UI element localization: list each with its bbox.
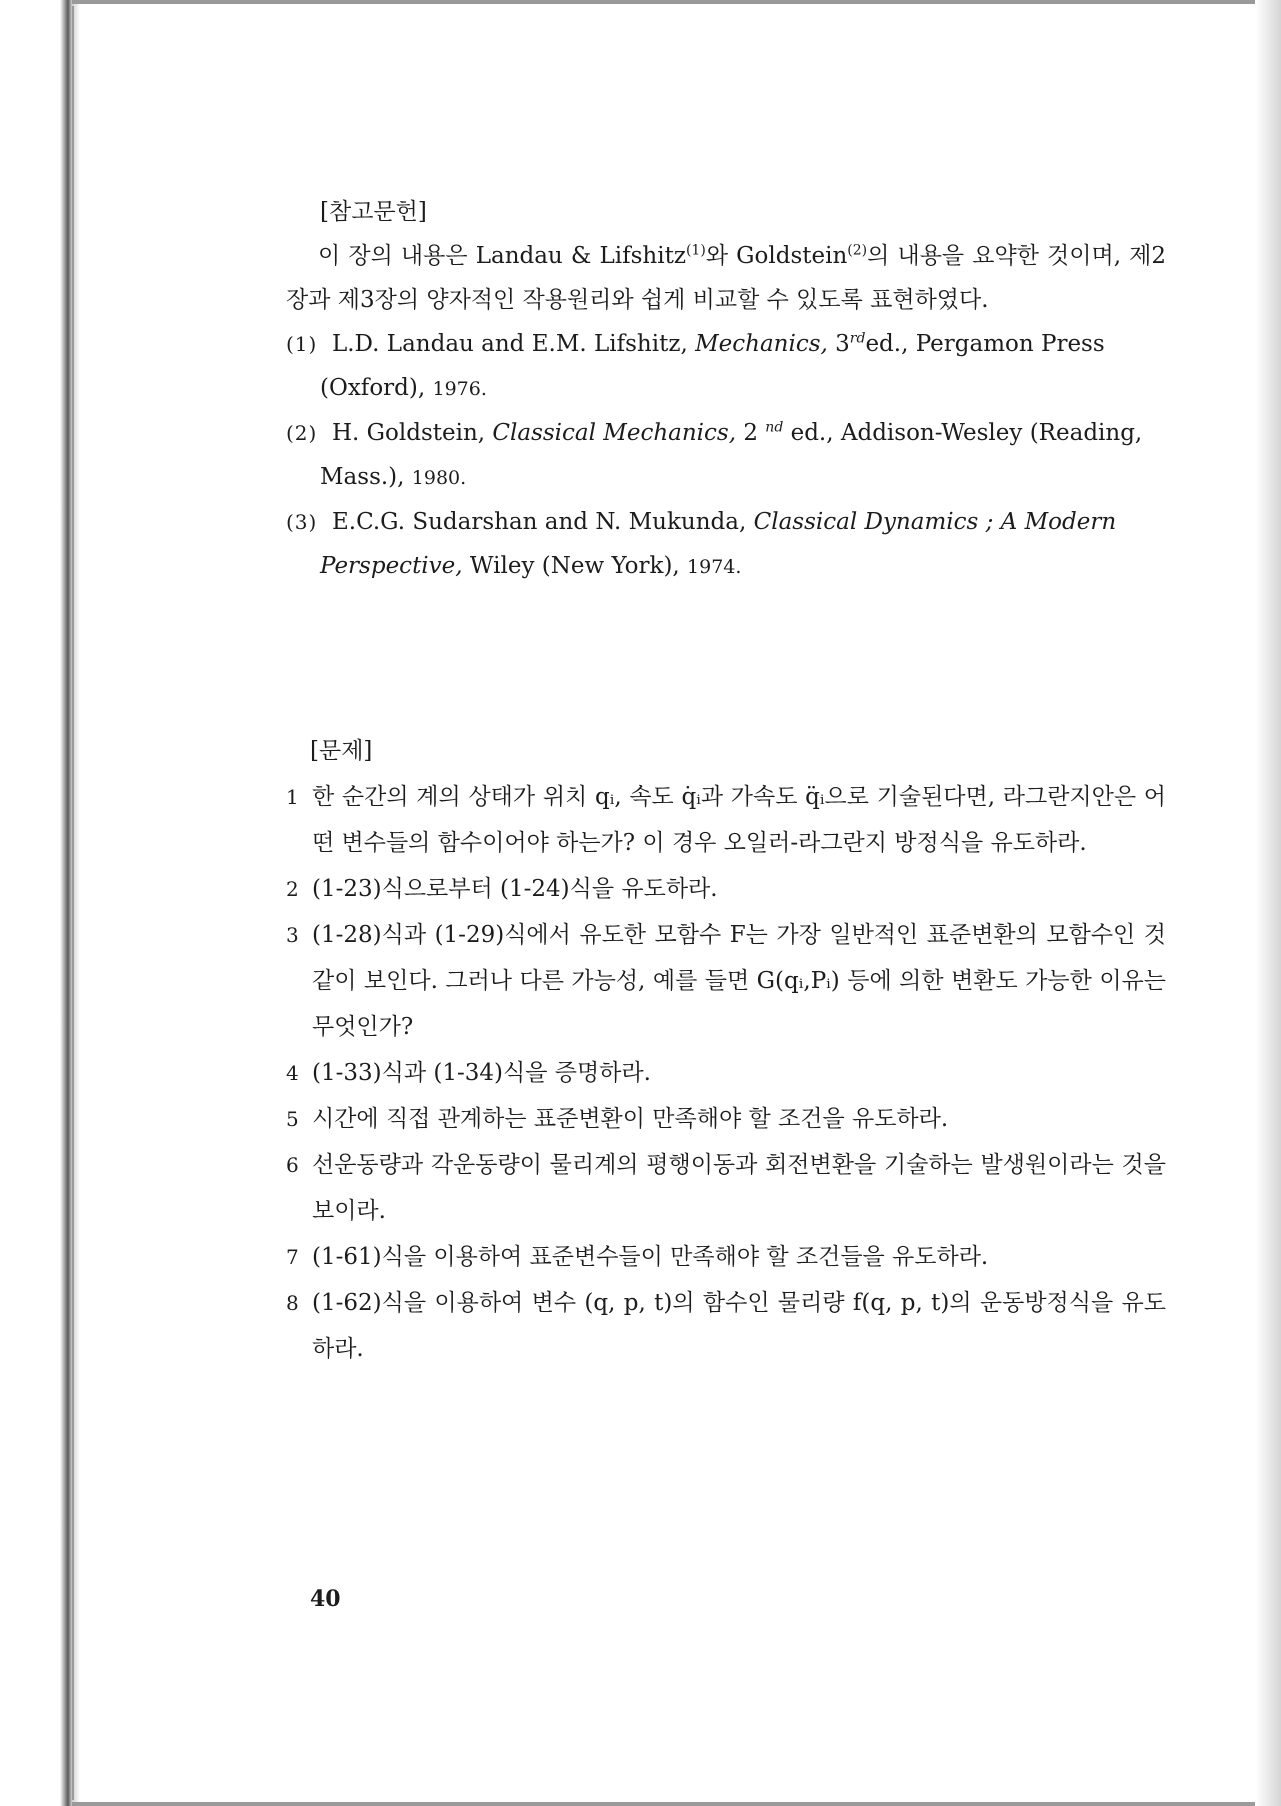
problem-item: 4 (1-33)식과 (1-34)식을 증명하라.: [286, 1060, 651, 1086]
references-title: [참고문헌]: [320, 199, 427, 225]
problem-item: 3 (1-28)식과 (1-29)식에서 유도한 모함수 F는 가장 일반적인 표준변환의 모함수인 것같이 보인다. 그러나 다른 가능성, 예를 들면 G(qᵢ,Pᵢ) 등에 의한 변환도 가능한 이유는 무엇인가?: [286, 922, 1166, 1040]
problems-section: [286, 728, 1166, 1372]
problem-text: 시간에 직접 관계하는 표준변환이 만족해야 할 조건을 유도하라.: [312, 1106, 949, 1132]
problem-item: 7 (1-61)식을 이용하여 표준변수들이 만족해야 할 조건들을 유도하라.: [286, 1244, 989, 1270]
references-section: [286, 190, 1166, 589]
problem-text: 한 순간의 계의 상태가 위치 qᵢ, 속도 q̇ᵢ과 가속도 q̈ᵢ으로 기술된다면, 라그란지안은 어떤 변수들의 함수이어야 하는가? 이 경우 오일러-라그란지 방정식을 유도하라.: [312, 784, 1166, 856]
page-number: 40: [310, 1586, 341, 1612]
problem-text: (1-62)식을 이용하여 변수 (q, p, t)의 함수인 물리량 f(q, p, t)의 운동방정식을 유도하라.: [312, 1290, 1166, 1362]
reference-list: [286, 322, 1166, 589]
problem-item: 1 한 순간의 계의 상태가 위치 qᵢ, 속도 q̇ᵢ과 가속도 q̈ᵢ으로 기술된다면, 라그란지안은 어떤 변수들의 함수이어야 하는가? 이 경우 오일러-라그란지 방정식을 유도하라.: [286, 784, 1166, 856]
problem-item: 2 (1-23)식으로부터 (1-24)식을 유도하라.: [286, 876, 718, 902]
page-right-shadow: [1255, 0, 1281, 1806]
page-border-left: [72, 6, 74, 1800]
problem-item: 8 (1-62)식을 이용하여 변수 (q, p, t)의 함수인 물리량 f(q, p, t)의 운동방정식을 유도하라.: [286, 1290, 1166, 1362]
references-intro: 이 장의 내용은 Landau & Lifshitz$^{(1)}$와 Goldstein$^{(2)}$의 내용을 요약한 것이며, 제2장과 제3장의 양자적인 작용원리와 쉽게 비교할 수 있도록 표현하였다.: [286, 242, 1167, 313]
page-border-bottom: [72, 1802, 1281, 1806]
problem-item: 6 선운동량과 각운동량이 물리계의 평행이동과 회전변환을 기술하는 발생원이라는 것을 보이라.: [286, 1152, 1166, 1224]
reference-item: (2) H. Goldstein, Classical Mechanics, 2 $^{nd}$ ed., Addison-Wesley (Reading, Mass.), 1980.: [286, 419, 1143, 490]
problem-text: (1-33)식과 (1-34)식을 증명하라.: [312, 1060, 651, 1086]
problem-text: 선운동량과 각운동량이 물리계의 평행이동과 회전변환을 기술하는 발생원이라는 것을 보이라.: [312, 1152, 1166, 1224]
page-border-top: [72, 0, 1281, 4]
problem-text: (1-23)식으로부터 (1-24)식을 유도하라.: [312, 876, 718, 902]
reference-item: (1) L.D. Landau and E.M. Lifshitz, Mechanics, 3rded., Pergamon Press (Oxford), 1976.: [286, 330, 1105, 401]
problem-item: 5 시간에 직접 관계하는 표준변환이 만족해야 할 조건을 유도하라.: [286, 1106, 949, 1132]
reference-item: (3) E.C.G. Sudarshan and N. Mukunda, Classical Dynamics ; A Modern Perspective, Wiley (New York), 1974.: [286, 509, 1117, 579]
problems-title: [문제]: [310, 738, 373, 764]
problem-text: (1-61)식을 이용하여 표준변수들이 만족해야 할 조건들을 유도하라.: [312, 1244, 989, 1270]
problem-text: (1-28)식과 (1-29)식에서 유도한 모함수 F는 가장 일반적인 표준변환의 모함수인 것같이 보인다. 그러나 다른 가능성, 예를 들면 G(qᵢ,Pᵢ) 등에 의한 변환도 가능한 이유는 무엇인가?: [312, 922, 1166, 1040]
page-binding-edge: [0, 0, 80, 1806]
